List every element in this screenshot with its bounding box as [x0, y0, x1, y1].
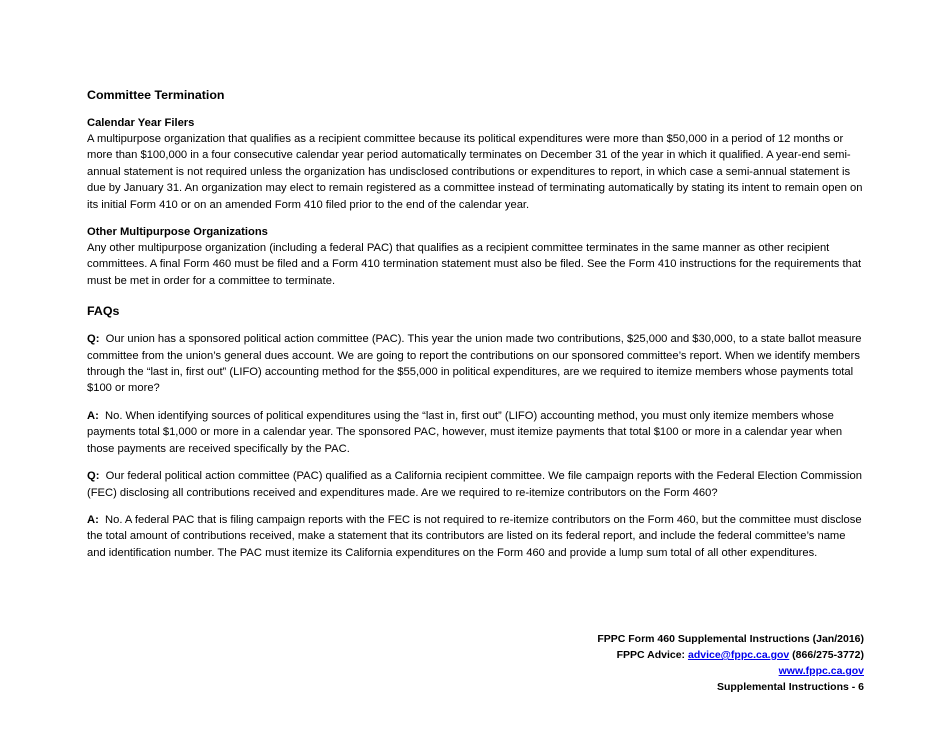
footer-page-label: Supplemental Instructions - 6 [716, 681, 864, 693]
footer-advice-phone: (866/275-3772) [789, 649, 864, 661]
section-heading-committee-termination: Committee Termination [87, 88, 225, 102]
faq-answer-text: No. When identifying sources of political expenditures using the “last in, first out” (LIFO) accounting method, you must only itemize members whose payments total $1,000 or more in a calendar year. The sponsored PAC, however, must itemize payments that total $100 or more in a calendar year when those payments are received specifically by the PAC. [87, 409, 843, 455]
footer-advice-label: FPPC Advice: [616, 649, 688, 661]
footer-form-line: FPPC Form 460 Supplemental Instructions (Jan/2016) [597, 633, 864, 645]
faq-question-1 [87, 331, 867, 397]
paragraph-calendar-year-filers: A multipurpose organization that qualifies as a recipient committee because its political expenditures were more than $50,000 in a period of 12 months or more than $100,000 in a four consecutive calendar year period automatically terminates on December 31 of the year in which it qualified. A year-end semi-annual statement is not required unless the organization has undisclosed contributions or expenditures to report, in which case a semi-annual statement is due by January 31. An organization may elect to remain registered as a committee instead of terminating automatically by stating its intent to remain open on its initial Form 410 or on an amended Form 410 filed prior to the end of the calendar year. [87, 133, 863, 211]
faq-question-text: Our union has a sponsored political action committee (PAC). This year the union made two contributions, $25,000 and $30,000, to a state ballot measure committee from the union’s general dues account. We are going to report the contributions on our sponsored committee’s report. When we identify members through the “last in, first out” (LIFO) accounting method for the $55,000 in political expenditures, are we required to itemize members whose payments total $100 or more? [87, 333, 862, 395]
paragraph-other-multipurpose-organizations: Any other multipurpose organization (including a federal PAC) that qualifies as a recipient committee terminates in the same manner as other recipient committees. A final Form 460 must be filed and a Form 410 termination statement must also be filed. See the Form 410 instructions for the requirements that must be met in order for a committee to terminate. [87, 242, 862, 287]
subheading-other-multipurpose-organizations: Other Multipurpose Organizations [87, 226, 268, 239]
faq-answer-1 [87, 408, 867, 457]
faq-answer-label: A: [87, 409, 99, 422]
page-footer [597, 631, 864, 695]
faq-question-2 [87, 468, 867, 501]
faq-question-label: Q: [87, 333, 100, 346]
footer-website-line [597, 663, 864, 679]
subheading-calendar-year-filers: Calendar Year Filers [87, 117, 195, 129]
section-heading-faqs: FAQs [87, 304, 120, 319]
advice-email-link[interactable]: advice@fppc.ca.gov [687, 649, 790, 661]
faq-question-label: Q: [87, 470, 100, 483]
faq-question-text: Our federal political action committee (PAC) qualified as a California recipient committee. We file campaign reports with the Federal Election Commission (FEC) disclosing all contributions received and expenditures made. Are we required to re-itemize contributors on the Form 460? [87, 470, 862, 499]
faq-answer-label: A: [87, 513, 99, 526]
document-body [87, 87, 867, 572]
faq-answer-text: No. A federal PAC that is filing campaign reports with the FEC is not required to re-itemize contributors on the Form 460, but the committee must disclose the total amount of contributions received, make a statement that its contributors are listed on its federal report, and include the federal committee’s name and identification number. The PAC must itemize its California expenditures on the Form 460 and provide a lump sum total of all other expenditures. [87, 513, 862, 559]
footer-advice-line [597, 647, 864, 663]
website-link[interactable]: www.fppc.ca.gov [778, 665, 864, 677]
faq-answer-2 [87, 512, 867, 561]
